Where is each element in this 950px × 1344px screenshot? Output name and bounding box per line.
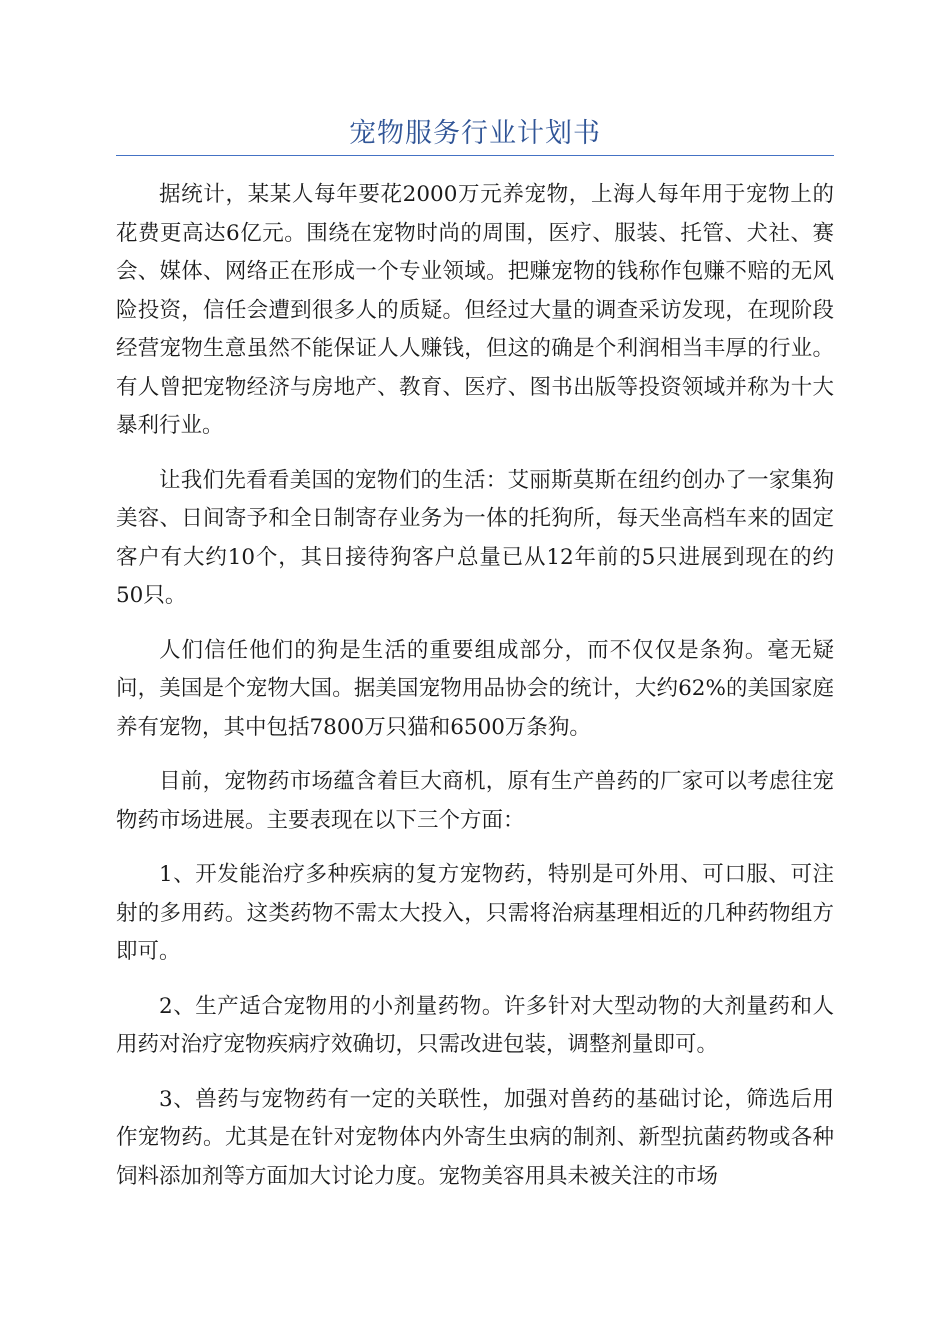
paragraph-point-3-veterinary-research: 3、兽药与宠物药有一定的关联性，加强对兽药的基础讨论，筛选后用作宠物药。尤其是在针对宠物体内外寄生虫病的制剂、新型抗菌药物或各种饲料添加剂等方面加大讨论力度。宠物美容用具未被关注的市场 — [116, 1086, 834, 1189]
paragraph-pet-medicine-market: 目前，宠物药市场蕴含着巨大商机，原有生产兽药的厂家可以考虑往宠物药市场进展。主要表现在以下三个方面： — [116, 769, 834, 833]
document-body — [116, 176, 834, 1212]
paragraph-point-2-small-dose: 2、生产适合宠物用的小剂量药物。许多针对大型动物的大剂量药和人用药对治疗宠物疾病疗效确切，只需改进包装，调整剂量即可。 — [116, 993, 834, 1057]
paragraph-us-pet-ownership: 人们信任他们的狗是生活的重要组成部分，而不仅仅是条狗。毫无疑问，美国是个宠物大国。据美国宠物用品协会的统计，大约62%的美国家庭养有宠物，其中包括7800万只猫和6500万条狗。 — [116, 637, 834, 740]
document-title: 宠物服务行业计划书 — [349, 118, 601, 149]
title-underline-rule — [116, 155, 834, 156]
paragraph-point-1-compound-medicine: 1、开发能治疗多种疾病的复方宠物药，特别是可外用、可口服、可注射的多用药。这类药物不需太大投入，只需将治病基理相近的几种药物组方即可。 — [116, 862, 834, 964]
paragraph-us-dog-care-example: 让我们先看看美国的宠物们的生活：艾丽斯莫斯在纽约创办了一家集狗美容、日间寄予和全日制寄存业务为一体的托狗所，每天坐高档车来的固定客户有大约10个，其日接待狗客户总量已从12年前的5只进展到现在的约50只。 — [116, 467, 834, 608]
paragraph-pet-spending-statistics: 据统计，某某人每年要花2000万元养宠物，上海人每年用于宠物上的花费更高达6亿元。围绕在宠物时尚的周围，医疗、服装、托管、犬社、赛会、媒体、网络正在形成一个专业领域。把赚宠物的钱称作包赚不赔的无风险投资，信任会遭到很多人的质疑。但经过大量的调查采访发现，在现阶段经营宠物生意虽然不能保证人人赚钱，但这的确是个利润相当丰厚的行业。有人曾把宠物经济与房地产、教育、医疗、图书出版等投资领域并称为十大暴利行业。 — [116, 182, 834, 438]
